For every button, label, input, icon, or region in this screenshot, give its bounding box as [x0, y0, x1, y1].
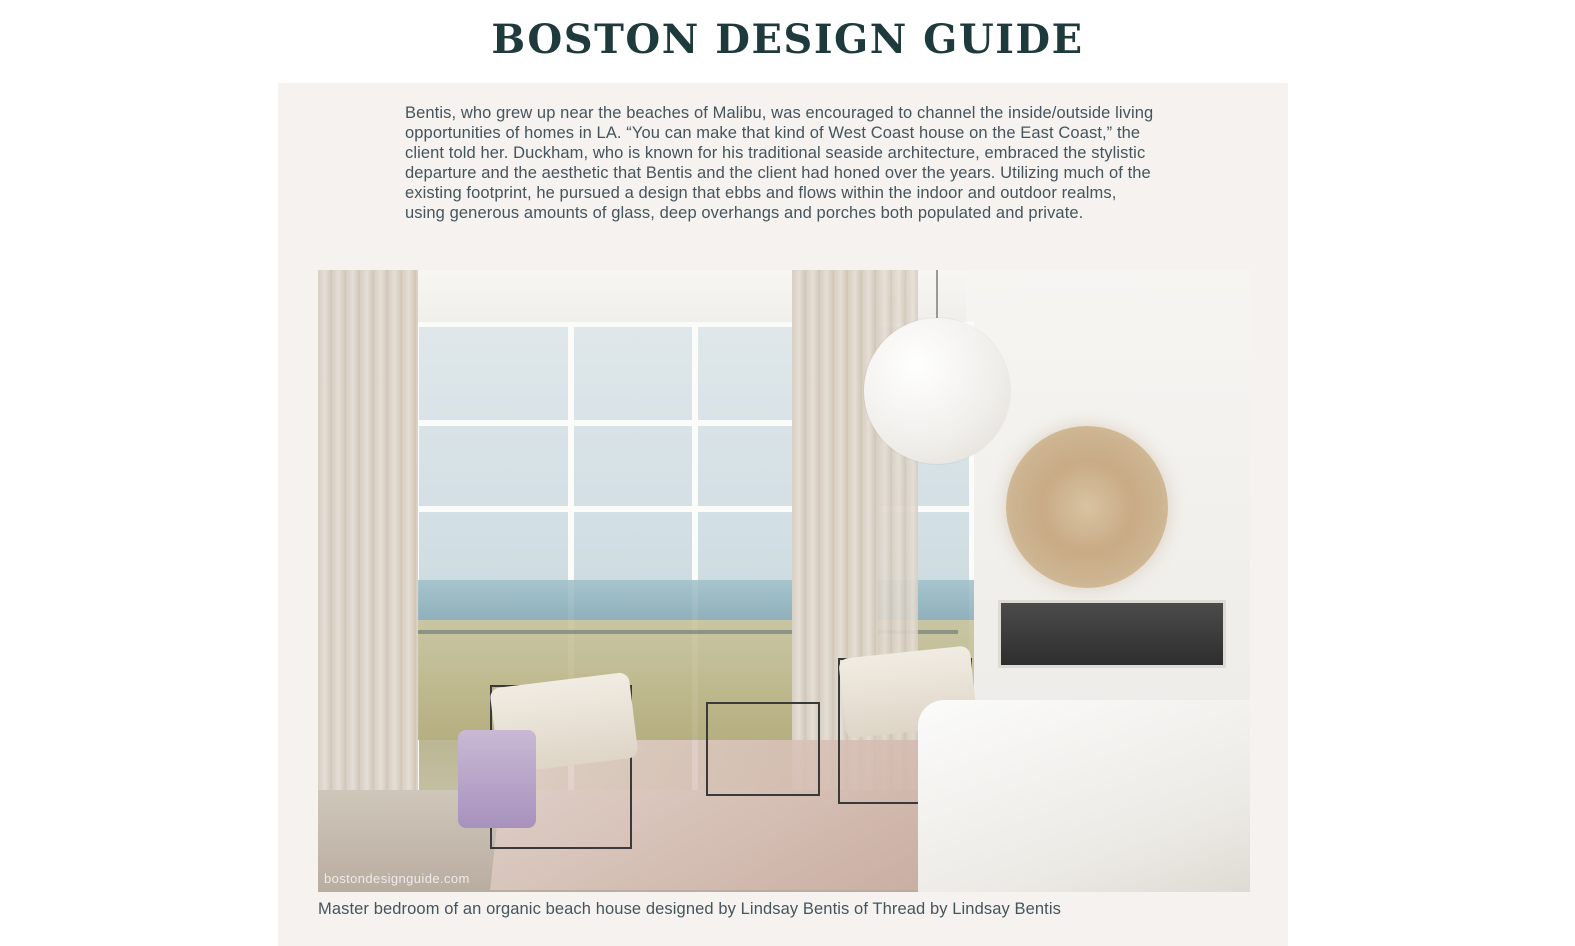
figure-caption: Master bedroom of an organic beach house designed by Lindsay Bentis of Thread by Lindsay Bentis: [318, 900, 1061, 918]
photo-pendant-cord: [936, 270, 938, 322]
article-figure: [318, 270, 1250, 919]
photo-woven-wall-disc: [1006, 426, 1168, 588]
photo-linear-fireplace: [998, 600, 1226, 668]
bedroom-photo: [318, 270, 1250, 892]
article-panel: [278, 83, 1288, 946]
photo-ottoman-frame: [706, 702, 820, 796]
page-title: BOSTON DESIGN GUIDE: [491, 16, 1084, 63]
photo-pendant-light: [864, 318, 1010, 464]
article-paragraph: Bentis, who grew up near the beaches of Malibu, was encouraged to channel the inside/outside living opportunities of homes in LA. “You can make that kind of West Coast house on the East Coast,” the client told her. Duckham, who is known for his traditional seaside architecture, embraced the stylistic departure and the aesthetic that Bentis and the client had honed over the years. Utilizing much of the existing footprint, he pursued a design that ebbs and flows within the indoor and outdoor realms, using generous amounts of glass, deep overhangs and porches both populated and private.: [405, 104, 1154, 222]
photo-watermark: bostondesignguide.com: [324, 871, 470, 886]
photo-stone-side-table: [458, 730, 536, 828]
photo-bed: [918, 700, 1250, 892]
article-body: [405, 103, 1157, 223]
site-masthead: [0, 0, 1575, 64]
